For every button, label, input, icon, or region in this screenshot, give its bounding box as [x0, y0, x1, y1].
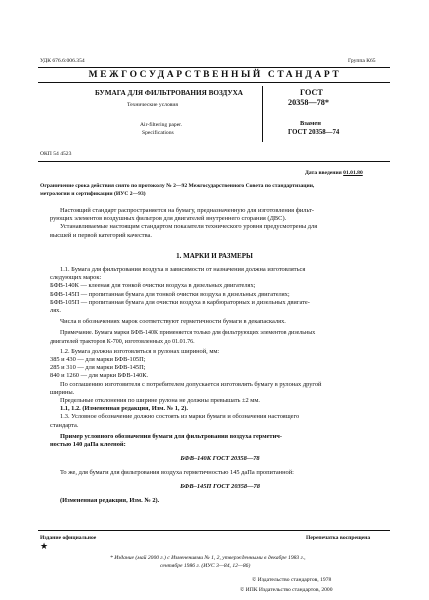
- star-icon: ★: [40, 541, 49, 551]
- section-1-title: 1. МАРКИ И РАЗМЕРЫ: [176, 252, 253, 260]
- header-rule: [38, 67, 390, 68]
- standard-banner: МЕЖГОСУДАРСТВЕННЫЙ СТАНДАРТ: [88, 70, 342, 80]
- title-english: Air-filtering paper.: [140, 122, 183, 128]
- gost-label: ГОСТ: [300, 88, 323, 97]
- example-line-2: ностью 140 даПа клееной:: [50, 441, 126, 449]
- width-145p: 285 и 310 — для марки БФВ-145П;: [50, 364, 146, 372]
- edition-line-1: * Издание (май 2000 г.) с Изменениями № 1, 2, утвержденными в декабре 1983 г.,: [110, 555, 306, 561]
- effective-date: [305, 170, 363, 177]
- width-140k: 840 и 1260 — для марки БФВ-140К.: [50, 372, 149, 380]
- clause-1-3: 1.3. Условное обозначение должно состоять из марки бумаги и обозначения настоящего: [60, 413, 300, 421]
- intro-line: рующих элементов воздушных фильтров для двигателей внутреннего сгорания (ДВС).: [50, 215, 287, 223]
- agreement-line-2: ширины.: [50, 388, 75, 396]
- footer-rule: [38, 530, 390, 531]
- intro-line: Настоящий стандарт распространяется на бумагу, предназначенную для изготовления фильт-: [60, 207, 315, 214]
- okp-code: ОКП 54 4523: [40, 151, 72, 157]
- clause-1-1-cont: следующих марок:: [50, 274, 102, 282]
- copyright-2000: © ИПК Издательство стандартов, 2000: [240, 587, 333, 593]
- grade-140k: БФВ-140К — клееная для тонкой очистки воздуха в дизельных двигателях;: [50, 282, 256, 290]
- note-line-2: двигателей тракторов К-700, изготовленных до 01.01.76.: [50, 338, 195, 345]
- designation-example-2: БФВ–145П ГОСТ 20358—78: [180, 482, 260, 490]
- intro-paragraph: [50, 207, 390, 240]
- clause-1-2: 1.2. Бумага должна изготовляться в рулонах шириной, мм:: [60, 347, 220, 355]
- reprint-prohibited: Перепечатка воспрещена: [306, 535, 371, 541]
- width-105p: 385 и 430 — для марки БФВ-105П;: [50, 356, 146, 364]
- udk-code: УДК 676.6:006.354: [40, 58, 85, 64]
- limit-note-line-2: метрологии и сертификации (ИУС 2—93): [40, 191, 146, 197]
- official-edition: Издание официальное: [40, 535, 97, 541]
- width-deviation: Предельные отклонения по ширине рулона не должны превышать ±2 мм.: [60, 397, 260, 405]
- designation-example-1: БФВ–140К ГОСТ 20358—78: [180, 455, 260, 463]
- edition-line-2: сентябре 1986 г. (ИУС 3—84, 12—86): [160, 563, 251, 569]
- title-divider: [262, 86, 263, 142]
- limit-note-line-1: Ограничение срока действия снято по протоколу № 2—92 Межгосударственного Совета по стандартизации,: [40, 183, 315, 189]
- gost-number: 20358—78*: [288, 98, 329, 107]
- clause-1-3-cont: стандарта.: [50, 421, 79, 429]
- edition-note-1: 1.1, 1.2. (Измененная редакция, Изм. № 1, 2).: [60, 405, 189, 413]
- effective-date-value: 01.01.80: [343, 170, 363, 176]
- grade-105p: БФВ-105П — пропитанная бумага для очистки воздуха в карбюраторных и дизельных двигате-: [50, 298, 310, 306]
- replaces-number: ГОСТ 20358—74: [288, 129, 340, 136]
- replaces-label: Взамен: [300, 120, 321, 127]
- digits-meaning: Числа в обозначениях марок соответствуют герметичности бумаги в декапаскалях.: [60, 318, 286, 326]
- note-line-1: Примечание. Бумага марки БФВ-140К применяется только для фильтрующих элементов дизельных: [60, 330, 316, 337]
- effective-date-label: Дата введения: [305, 170, 342, 176]
- document-subtitle: Технические условия: [127, 102, 178, 108]
- subtitle-english: Specifications: [142, 130, 174, 136]
- agreement-line-1: По соглашению изготовителя с потребителем допускается изготовлять бумагу в рулонах другой: [60, 380, 322, 388]
- intro-line: высшей и первой категорий качества.: [50, 231, 152, 239]
- same-for-145p: То же, для бумаги для фильтрования воздуха герметичностью 145 даПа пропитанной:: [60, 469, 294, 477]
- edition-note-2: (Измененная редакция, Изм. № 2).: [60, 496, 160, 504]
- grade-105p-cont: лях.: [50, 307, 61, 315]
- clause-1-1: 1.1. Бумага для фильтрования воздуха в зависимости от назначения должна изготовляться: [60, 266, 306, 273]
- example-line-1: Пример условного обозначения бумаги для фильтрования воздуха герметич-: [60, 432, 282, 440]
- document-title: БУМАГА ДЛЯ ФИЛЬТРОВАНИЯ ВОЗДУХА: [95, 89, 244, 97]
- group-code: Группа К65: [348, 58, 376, 64]
- intro-line: Устанавливаемые настоящим стандартом показатели технического уровня предусмотрены для: [60, 223, 318, 231]
- okp-rule: [38, 161, 390, 162]
- banner-rule: [38, 82, 390, 83]
- grade-145p: БФВ-145П — пропитанная бумага для тонкой очистки воздуха в дизельных двигателях;: [50, 290, 290, 298]
- section-1-body: [50, 266, 390, 505]
- copyright-1978: © Издательство стандартов, 1978: [252, 577, 332, 583]
